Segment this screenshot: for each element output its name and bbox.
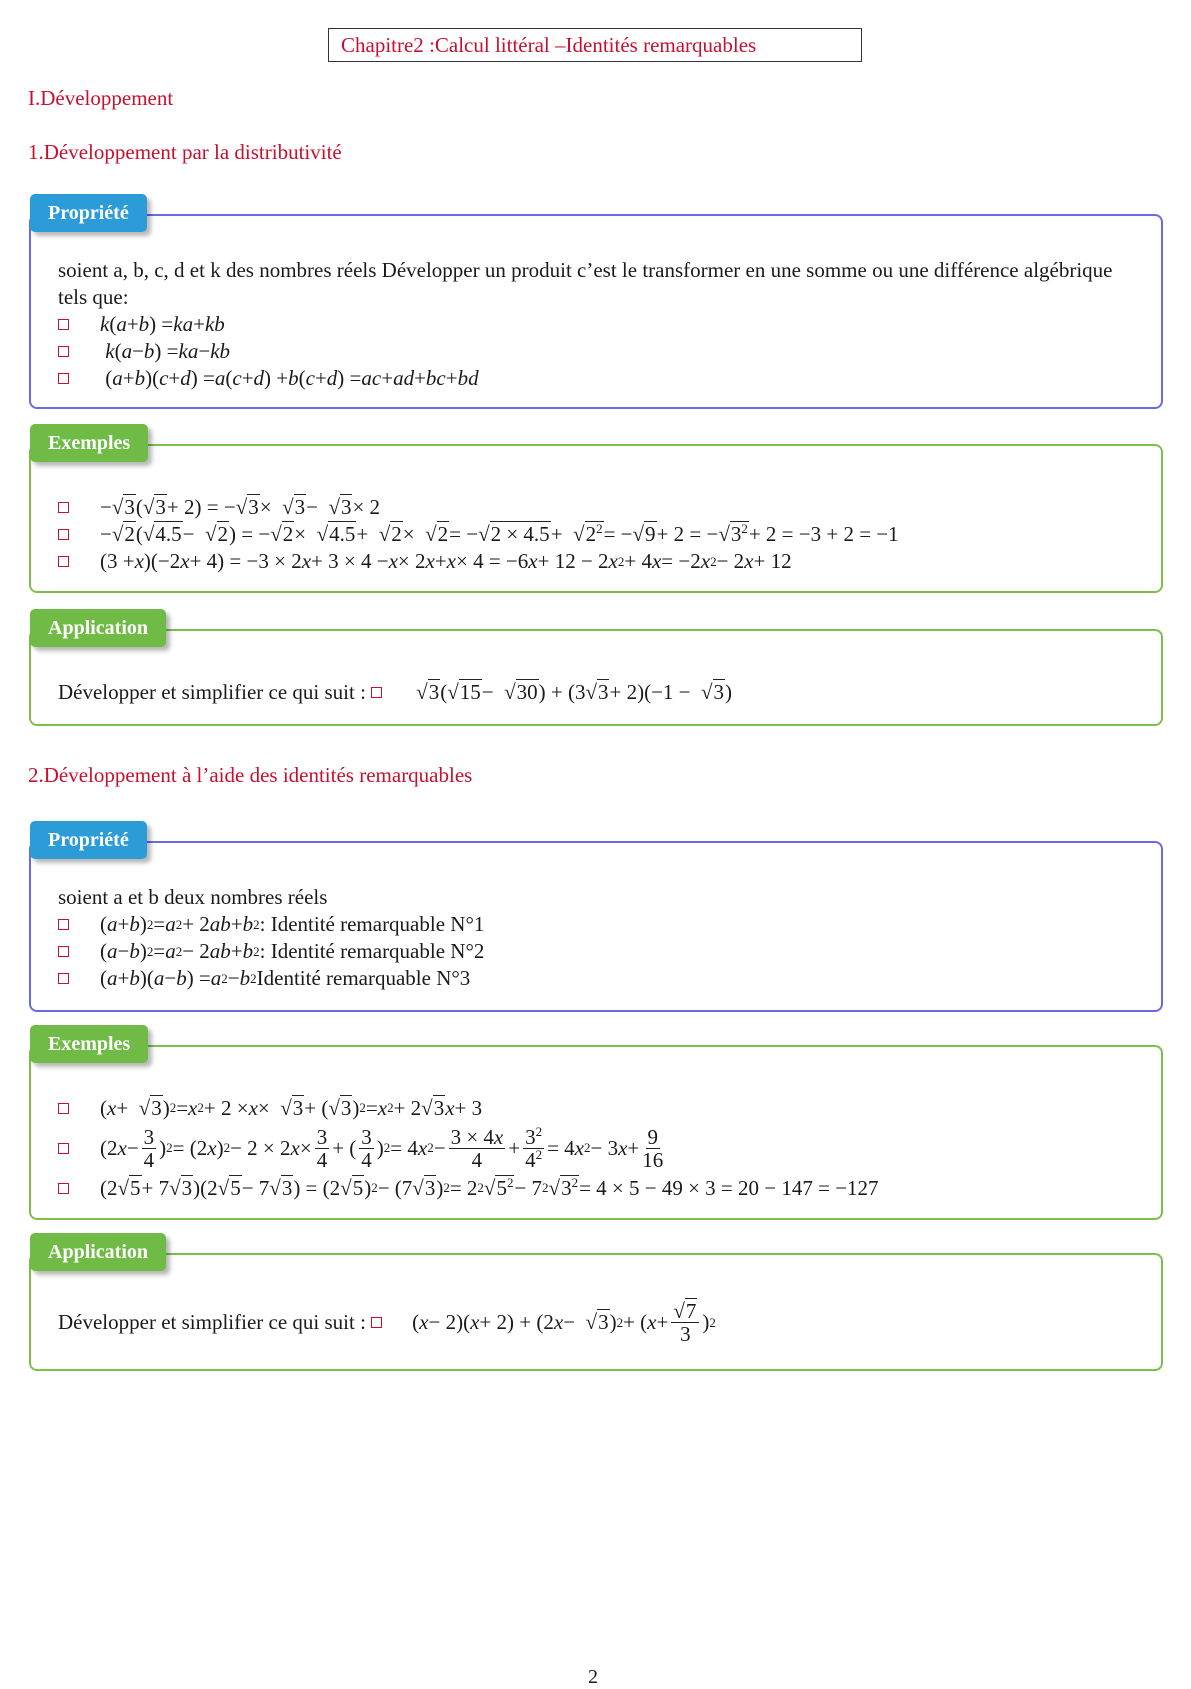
- application-content-2: Développer et simplifier ce qui suit : ( x − 2)( x + 2) + (2 x − √ 3 ) 2 + ( x + √ $\frac{7}{3}$ ) 2: [58, 1300, 1148, 1345]
- application-text: Développer et simplifier ce qui suit :: [58, 680, 366, 704]
- subsection-heading-2: 2.Développement à l’aide des identités remarquables: [28, 763, 473, 787]
- application-box-1: [29, 629, 1163, 726]
- chapter-subject: :Calcul littéral –Identités remarquables: [423, 33, 757, 57]
- property-item: ( a + b )( a − b ) = a 2 − b 2 Identité remarquable N°3: [58, 965, 1148, 992]
- example-item: (2 √ 5 + 7 √ 3 )(2 √ 5 − 7 √ 3 ) = (2 √ 5 ) 2 − (7 √ 3 ) 2 = 2 2 √ $5^2$ − 7 2 √ $3^2$ = 4 × 5 − 49 × 3 = 20 − 147 = −127: [58, 1173, 1148, 1203]
- subsection-heading-1: 1.Développement par la distributivité: [28, 140, 342, 164]
- chapter-label: Chapitre2: [341, 33, 424, 57]
- bullet-square-icon: [58, 346, 69, 357]
- bullet-square-icon: [58, 973, 69, 984]
- propriete-label-1: Propriété: [30, 194, 147, 232]
- bullet-square-icon: [58, 319, 69, 330]
- bullet-square-icon: [58, 1143, 69, 1154]
- propriete-content-2: [58, 884, 1148, 992]
- bullet-square-icon: [58, 556, 69, 567]
- bullet-square-icon: [371, 1317, 382, 1328]
- exemples-content-2: [58, 1093, 1148, 1203]
- application-label-2: Application: [30, 1233, 166, 1271]
- exemples-label-2: Exemples: [30, 1025, 148, 1063]
- bullet-square-icon: [371, 687, 382, 698]
- property-item: ( a + b ) 2 = a 2 + 2 ab + b 2 : Identité remarquable N°1: [58, 911, 1148, 938]
- bullet-square-icon: [58, 373, 69, 384]
- example-item: ( x + √ 3 ) 2 = x 2 + 2 × x × √ 3 + ( √ 3 ) 2 = x 2 + 2 √ 3 x + 3: [58, 1093, 1148, 1123]
- propriete-intro: soient a, b, c, d et k des nombres réels Développer un produit c’est le transformer en une somme ou une différence algébrique tels que:: [58, 258, 1113, 309]
- property-item: k ( a − b ) = ka − kb: [58, 338, 1148, 365]
- page-number: 2: [588, 1666, 598, 1688]
- property-item: ( a − b ) 2 = a 2 − 2 ab + b 2 : Identité remarquable N°2: [58, 938, 1148, 965]
- bullet-square-icon: [58, 946, 69, 957]
- application-text: Développer et simplifier ce qui suit :: [58, 1310, 366, 1334]
- exemples-content-1: [58, 494, 1148, 575]
- application-content-1: Développer et simplifier ce qui suit : √ 3 ( √ 15 − √ 30 ) + (3 √ 3 + 2)(−1 − √ 3 ): [58, 679, 1148, 706]
- property-item: ( a + b )( c + d ) = a ( c + d ) + b ( c + d ) = ac + ad + bc + bd: [58, 365, 1148, 392]
- application-label-1: Application: [30, 609, 166, 647]
- exemples-label-1: Exemples: [30, 424, 148, 462]
- example-item: (2 x − $\frac{3}{4}$ ) 2 = (2 x ) 2 − 2 × 2 x × $\frac{3}{4}$ + ( $\frac{3}{4}$ ) 2 = 4 x 2 − $\frac{3 \times 4x}{4}$ + $\frac{3^2}{4^2}$ = 4 x 2 − 3 x + $\frac{9}{16}$: [58, 1123, 1148, 1173]
- bullet-square-icon: [58, 502, 69, 513]
- propriete-intro: soient a et b deux nombres réels: [58, 885, 328, 909]
- example-item: (3 + x )(−2 x + 4) = −3 × 2 x + 3 × 4 − x × 2 x + x × 4 = −6 x + 12 − 2 x 2 + 4 x = −2 x 2 − 2 x + 12: [58, 548, 1148, 575]
- example-item: − √ 2 ( √ 4.5 − √ 2 ) = − √ 2 × √ 4.5 + √ 2 × √ 2 = − √ 2 × 4.5 + √ $2^2$ = − √ 9 + 2 = − √ $3^2$ + 2 = −3 + 2 = −1: [58, 521, 1148, 548]
- propriete-label-2: Propriété: [30, 821, 147, 859]
- bullet-square-icon: [58, 1183, 69, 1194]
- chapter-title: [328, 28, 862, 62]
- bullet-square-icon: [58, 1103, 69, 1114]
- propriete-content-1: [58, 257, 1148, 392]
- property-item: k ( a + b ) = ka + kb: [58, 311, 1148, 338]
- example-item: − √ 3 ( √ 3 + 2) = − √ 3 × √ 3 − √ 3 × 2: [58, 494, 1148, 521]
- bullet-square-icon: [58, 919, 69, 930]
- section-heading: I.Développement: [28, 86, 174, 110]
- bullet-square-icon: [58, 529, 69, 540]
